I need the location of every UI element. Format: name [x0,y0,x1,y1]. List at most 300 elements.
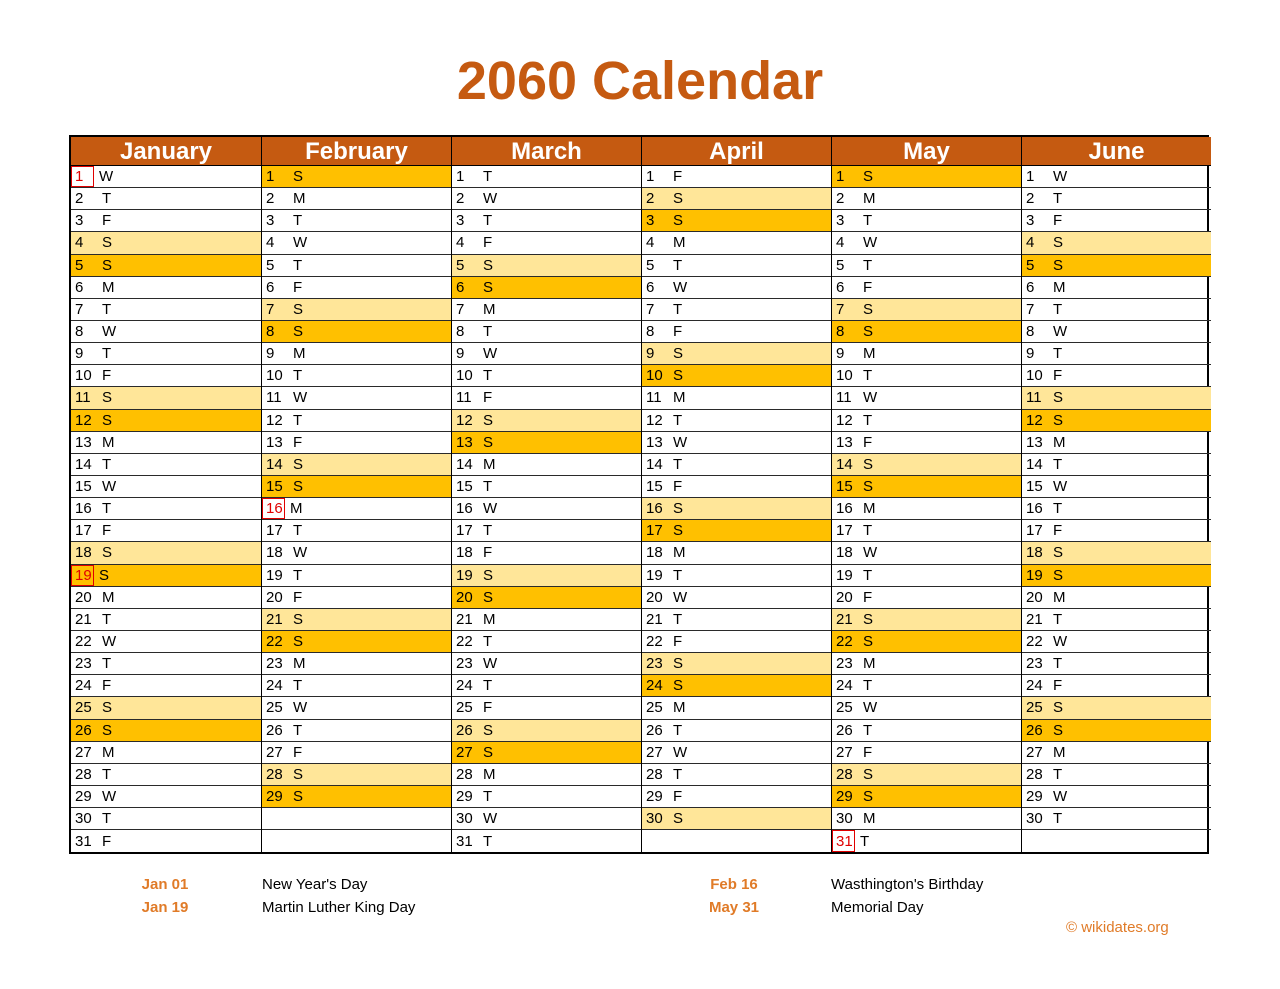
weekday-letter: T [293,411,303,429]
day-row [71,343,261,365]
weekday-letter: F [102,212,112,230]
weekday-letter: T [483,677,493,695]
day-row [452,210,641,232]
day-number: 3 [836,212,845,230]
weekday-letter: M [102,433,115,451]
weekday-letter: S [483,566,494,584]
day-row [262,764,451,786]
day-number: 3 [456,212,465,230]
weekday-letter: T [673,610,683,628]
day-number: 28 [75,765,92,783]
day-number: 9 [456,345,465,363]
day-row [1022,321,1211,343]
day-number: 29 [646,788,663,805]
day-number: 15 [1026,478,1043,496]
weekday-letter: T [483,323,493,341]
day-row [1022,454,1211,476]
day-row [832,387,1021,409]
day-number: 12 [266,411,283,429]
day-row [262,476,451,498]
weekday-letter: S [102,411,113,429]
day-row [71,277,261,299]
day-row [262,454,451,476]
weekday-letter: F [483,234,493,252]
day-row [642,786,831,808]
weekday-letter: S [483,588,494,606]
weekday-letter: T [293,566,303,584]
weekday-letter: T [1053,655,1063,673]
day-row [262,520,451,542]
day-row [1022,387,1211,409]
day-number: 12 [646,411,663,429]
month-header: January [71,137,261,166]
day-row [832,720,1021,742]
day-number: 30 [456,810,473,828]
weekday-letter: T [1053,610,1063,628]
weekday-letter: T [673,455,683,473]
day-row [262,697,451,719]
weekday-letter: F [483,389,493,407]
day-number: 18 [456,544,473,562]
weekday-letter: S [293,610,304,628]
day-number: 7 [836,300,845,318]
day-number: 23 [646,655,663,673]
day-row [832,764,1021,786]
day-number: 18 [1026,544,1043,562]
day-row [832,542,1021,564]
day-number: 22 [646,633,663,651]
holiday-name: Memorial Day [831,899,924,916]
day-number: 29 [456,788,473,805]
weekday-letter: S [102,256,113,274]
day-number: 28 [266,765,283,783]
day-number: 29 [1026,788,1043,805]
weekday-letter: M [1053,743,1066,761]
day-row [452,365,641,387]
day-row [71,498,261,520]
weekday-letter: W [1053,633,1068,651]
day-row [452,188,641,210]
day-number: 1 [646,168,655,186]
weekday-letter: S [293,478,304,496]
day-number: 18 [646,544,663,562]
day-number: 26 [646,721,663,739]
weekday-letter: S [1053,566,1064,584]
day-number: 9 [266,345,275,363]
day-row [832,410,1021,432]
holiday-date: Jan 19 [141,899,189,916]
day-row [1022,410,1211,432]
day-number: 22 [1026,633,1043,651]
day-number: 23 [456,655,473,673]
weekday-letter: W [1053,788,1068,805]
weekday-letter: M [673,234,686,252]
day-number: 24 [266,677,283,695]
day-row [642,188,831,210]
day-row [832,631,1021,653]
day-row [642,609,831,631]
weekday-letter: M [483,610,496,628]
day-number: 3 [1026,212,1035,230]
day-row [71,520,261,542]
day-row [642,321,831,343]
day-row [452,720,641,742]
day-row [642,454,831,476]
day-row [452,255,641,277]
weekday-letter: T [860,832,870,850]
weekday-letter: S [293,765,304,783]
day-row [832,742,1021,764]
day-number: 9 [646,345,655,363]
day-row [1022,542,1211,564]
day-number: 16 [1026,500,1043,518]
weekday-letter: T [102,455,112,473]
day-row [71,764,261,786]
day-row [452,343,641,365]
day-number: 17 [266,522,283,540]
weekday-letter: S [673,655,684,673]
day-number: 11 [646,389,662,407]
day-number: 13 [266,433,283,451]
day-number: 6 [646,278,655,296]
day-number: 4 [1026,234,1035,252]
day-number: 21 [266,610,283,628]
day-row [71,675,261,697]
weekday-letter: T [483,367,493,385]
day-row [71,631,261,653]
day-number: 19 [646,566,663,584]
weekday-letter: W [483,500,498,518]
holiday-name: Wasthington's Birthday [831,876,984,893]
day-number: 27 [1026,743,1043,761]
day-row [1022,587,1211,609]
weekday-letter: T [102,810,112,828]
day-row [1022,764,1211,786]
day-number: 9 [75,345,84,363]
day-row [71,255,261,277]
day-number: 15 [75,478,92,496]
day-number: 30 [1026,810,1043,828]
day-number: 8 [646,323,655,341]
day-number: 22 [75,633,92,651]
weekday-letter: T [863,411,873,429]
weekday-letter: W [673,743,688,761]
day-row [262,720,451,742]
weekday-letter: S [483,278,494,296]
day-row [452,675,641,697]
day-number: 9 [1026,345,1035,363]
day-number: 26 [75,721,92,739]
day-row [262,188,451,210]
day-row [71,542,261,564]
weekday-letter: W [102,478,117,496]
day-row [642,498,831,520]
day-row [71,410,261,432]
day-number: 27 [456,743,473,761]
day-row [452,454,641,476]
day-number: 21 [836,610,853,628]
day-row [1022,365,1211,387]
day-number: 16 [646,500,663,518]
day-number: 25 [646,699,663,717]
day-number: 14 [75,455,92,473]
weekday-letter: T [673,566,683,584]
day-row [262,786,451,808]
day-number: 4 [836,234,845,252]
holiday-date: Jan 01 [141,876,189,893]
weekday-letter: M [1053,433,1066,451]
holiday-name: New Year's Day [262,876,368,893]
day-row [452,432,641,454]
day-number: 12 [1026,411,1043,429]
day-row [71,720,261,742]
day-row [832,432,1021,454]
weekday-letter: F [673,478,683,496]
day-number: 20 [1026,588,1043,606]
weekday-letter: W [673,433,688,451]
day-row [452,520,641,542]
weekday-letter: S [102,389,113,407]
weekday-letter: T [293,522,303,540]
day-row [1022,343,1211,365]
weekday-letter: S [483,433,494,451]
month-column-january [71,137,261,852]
weekday-letter: T [483,212,493,230]
day-number: 25 [836,699,853,717]
day-row [832,365,1021,387]
day-row [642,520,831,542]
weekday-letter: T [673,721,683,739]
day-number: 13 [75,433,92,451]
day-row [832,609,1021,631]
weekday-letter: F [673,323,683,341]
month-column-april [641,137,831,852]
day-number: 21 [75,610,92,628]
weekday-letter: S [483,743,494,761]
day-number: 12 [456,411,473,429]
day-number: 5 [456,256,465,274]
day-row [262,387,451,409]
day-row [642,720,831,742]
day-number: 17 [456,522,473,540]
day-number: 26 [456,721,473,739]
day-row [832,188,1021,210]
day-number: 22 [456,633,473,651]
day-number: 28 [836,765,853,783]
weekday-letter: M [483,765,496,783]
day-row [1022,609,1211,631]
weekday-letter: W [102,788,117,805]
weekday-letter: T [293,256,303,274]
weekday-letter: F [863,433,873,451]
weekday-letter: W [293,234,308,252]
weekday-letter: T [673,256,683,274]
day-number: 10 [75,367,92,385]
day-row [832,786,1021,808]
weekday-letter: T [483,478,493,496]
day-row [1022,786,1211,808]
month-header: April [642,137,831,166]
day-number: 10 [646,367,663,385]
day-row [71,454,261,476]
day-number: 26 [266,721,283,739]
day-row [262,675,451,697]
weekday-letter: T [863,256,873,274]
day-number: 8 [75,323,84,341]
day-number: 18 [836,544,853,562]
day-number: 22 [836,633,853,651]
day-row [71,565,261,587]
day-number: 19 [266,566,283,584]
day-row [832,454,1021,476]
weekday-letter: M [102,278,115,296]
day-row [71,188,261,210]
day-row [832,498,1021,520]
day-number: 3 [75,212,84,230]
weekday-letter: S [102,544,113,562]
day-number: 13 [836,433,853,451]
weekday-letter: S [673,212,684,230]
day-number: 23 [266,655,283,673]
day-row [262,321,451,343]
page-title: 2060 Calendar [456,51,824,111]
day-number: 29 [266,788,283,805]
weekday-letter: S [673,522,684,540]
weekday-letter: T [1053,300,1063,318]
weekday-letter: S [863,765,874,783]
weekday-letter: S [1053,234,1064,252]
day-row [262,542,451,564]
day-row [452,653,641,675]
weekday-letter: F [293,433,303,451]
weekday-letter: S [1053,389,1064,407]
weekday-letter: F [102,832,112,850]
weekday-letter: S [673,500,684,518]
day-row [452,587,641,609]
day-row [832,476,1021,498]
day-row [262,631,451,653]
day-number: 17 [836,522,853,540]
weekday-letter: W [293,544,308,562]
day-number: 28 [1026,765,1043,783]
day-row [262,587,451,609]
empty-row [1022,830,1211,852]
weekday-letter: M [863,810,876,828]
weekday-letter: M [1053,278,1066,296]
weekday-letter: F [1053,677,1063,695]
day-number: 25 [1026,699,1043,717]
weekday-letter: T [102,655,112,673]
holiday-name: Martin Luther King Day [262,899,416,916]
month-header: May [832,137,1021,166]
day-row [832,232,1021,254]
day-number: 19 [456,566,473,584]
day-row [71,210,261,232]
weekday-letter: T [863,367,873,385]
day-row [71,587,261,609]
weekday-letter: W [99,168,114,186]
day-number: 7 [456,300,465,318]
day-row [452,498,641,520]
day-row [642,232,831,254]
day-row [71,697,261,719]
weekday-letter: W [1053,323,1068,341]
day-number: 21 [1026,610,1043,628]
day-number: 6 [266,278,275,296]
day-number: 4 [646,234,655,252]
day-number: 30 [836,810,853,828]
day-row [642,343,831,365]
day-row [71,609,261,631]
day-row [1022,631,1211,653]
weekday-letter: M [293,655,306,673]
weekday-letter: T [863,677,873,695]
day-number: 27 [836,743,853,761]
day-number: 11 [266,389,282,407]
day-number: 11 [1026,389,1042,407]
weekday-letter: F [673,788,683,805]
day-row [1022,720,1211,742]
day-row [642,387,831,409]
day-number: 1 [836,168,845,186]
weekday-letter: F [102,367,112,385]
credit-link[interactable]: © wikidates.org [1066,919,1169,936]
day-number: 2 [456,190,465,208]
day-row [1022,476,1211,498]
day-row [642,255,831,277]
day-row [642,166,831,188]
weekday-letter: S [863,633,874,651]
day-row [71,321,261,343]
day-row [1022,299,1211,321]
day-number: 19 [71,565,94,586]
day-row [71,299,261,321]
weekday-letter: W [102,323,117,341]
day-number: 8 [266,323,275,341]
weekday-letter: S [293,788,304,805]
weekday-letter: W [483,190,498,208]
weekday-letter: T [863,212,873,230]
day-row [642,542,831,564]
day-row [1022,432,1211,454]
weekday-letter: S [863,610,874,628]
weekday-letter: T [1053,345,1063,363]
day-row [452,410,641,432]
day-number: 9 [836,345,845,363]
day-row [262,277,451,299]
weekday-letter: S [673,810,684,828]
day-number: 23 [75,655,92,673]
day-number: 10 [456,367,473,385]
empty-row [262,808,451,830]
day-row [452,321,641,343]
weekday-letter: F [102,522,112,540]
weekday-letter: S [483,411,494,429]
day-row [452,764,641,786]
day-number: 2 [75,190,84,208]
weekday-letter: T [102,500,112,518]
day-number: 24 [456,677,473,695]
day-row [642,742,831,764]
day-row [71,166,261,188]
weekday-letter: S [293,168,304,186]
weekday-letter: F [483,544,493,562]
weekday-letter: W [102,633,117,651]
weekday-letter: M [290,500,303,518]
day-row [832,277,1021,299]
weekday-letter: T [863,522,873,540]
weekday-letter: W [483,345,498,363]
